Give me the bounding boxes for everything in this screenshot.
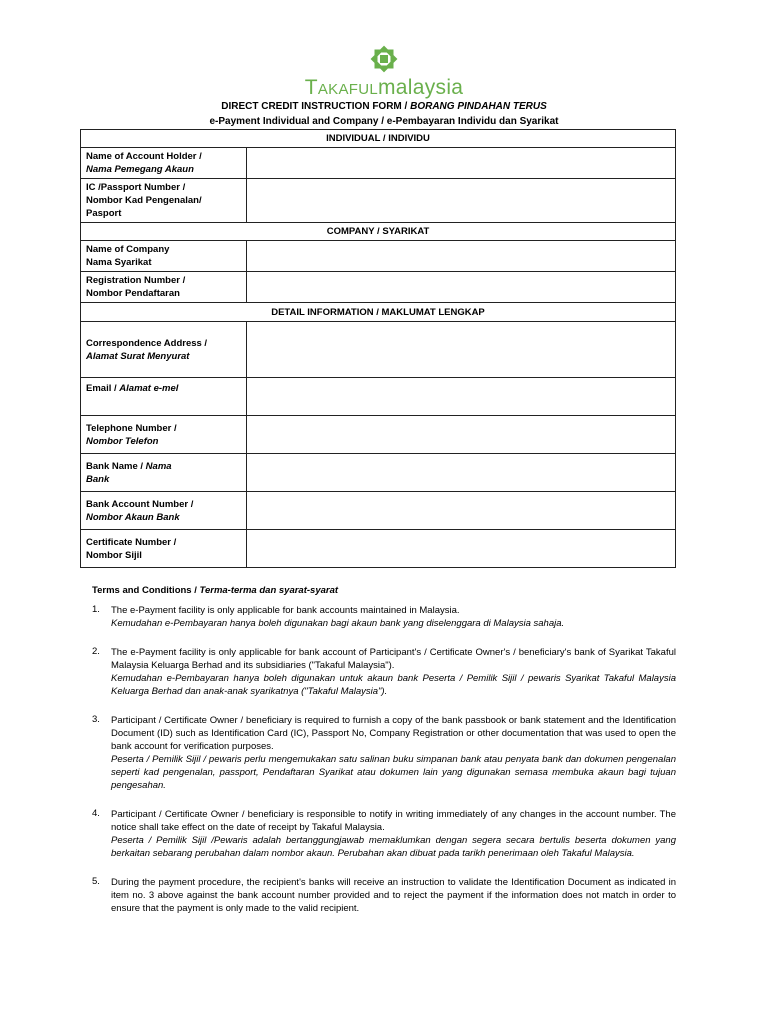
- account-holder-field[interactable]: [247, 148, 676, 179]
- term-item: 1. The e-Payment facility is only applicable for bank accounts maintained in Malaysia. Kemudahan e-Pembayaran hanya boleh digunakan bagi akaun bank yang diselenggara di Malaysia sahaja.: [92, 604, 565, 629]
- terms-and-conditions: [92, 585, 676, 931]
- term-item: 4. Participant / Certificate Owner / beneficiary is responsible to notify in writing immediately of any changes in the account number. The notice shall take effect on the date of receipt by Takaful Malaysia. Peserta / Pemilik Sijil /Pewaris adalah bertanggungjawab memaklumkan dengan segera secara bertulis beserta dokumen yang berkaitan sebarang perubahan dalam nombor akaun. Perubahan akan dibuat pada tarikh penerimaan oleh Takaful Malaysia.: [92, 808, 676, 859]
- label-bank-name: Bank Name / Nama Bank: [81, 454, 247, 492]
- takaful-emblem-icon: [367, 44, 401, 74]
- instruction-form-table: [80, 129, 676, 568]
- certificate-number-field[interactable]: [247, 530, 676, 568]
- label-correspondence-address: Correspondence Address / Alamat Surat Menyurat: [81, 322, 247, 378]
- section-header-detail: DETAIL INFORMATION / MAKLUMAT LENGKAP: [81, 303, 676, 322]
- form-title: DIRECT CREDIT INSTRUCTION FORM / BORANG PINDAHAN TERUS: [221, 101, 547, 112]
- label-email: Email / Alamat e-mel: [81, 378, 247, 416]
- label-certificate-number: Certificate Number / Nombor Sijil: [81, 530, 247, 568]
- correspondence-address-field[interactable]: [247, 322, 676, 378]
- bank-account-field[interactable]: [247, 492, 676, 530]
- term-item: 3. Participant / Certificate Owner / beneficiary is required to furnish a copy of the bank passbook or bank statement and the Identification Document (ID) such as Identification Card (IC), Passport No, Company Registration or other documentation that was used to open the bank account for verification purposes. Peserta / Pemilik Sijil / pewaris perlu mengemukakan satu salinan buku simpanan bank atau penyata bank dan dokumen pengenalan seperti kad pengenalan, passport, Pendaftaran Syarikat atau dokumen lain yang digunakan semasa membuka akaun bagi tujuan pengesahan.: [92, 714, 676, 791]
- terms-title: Terms and Conditions / Terma-terma dan syarat-syarat: [92, 585, 339, 596]
- term-item: 2. The e-Payment facility is only applicable for bank account of Participant's / Certificate Owner's / beneficiary's bank of Syarikat Takaful Malaysia Keluarga Berhad and its subsidiaries ("Takaful Malaysia"). Kemudahan e-Pembayaran hanya boleh digunakan untuk akaun bank Peserta / Pemilik Sijil / pewaris Syarikat Takaful Malaysia Keluarga Berhad dan anak-anak syarikatnya ("Takaful Malaysia").: [92, 646, 676, 697]
- bank-name-field[interactable]: [247, 454, 676, 492]
- label-company-name: Name of Company Nama Syarikat: [81, 241, 247, 272]
- label-ic-passport: IC /Passport Number / Nombor Kad Pengenalan/ Pasport: [81, 179, 247, 223]
- company-name-field[interactable]: [247, 241, 676, 272]
- label-telephone: Telephone Number / Nombor Telefon: [81, 416, 247, 454]
- email-field[interactable]: [247, 378, 676, 416]
- section-header-company: COMPANY / SYARIKAT: [81, 223, 676, 241]
- label-account-holder: Name of Account Holder / Nama Pemegang Akaun: [81, 148, 247, 179]
- company-logo: [0, 44, 768, 100]
- label-bank-account: Bank Account Number / Nombor Akaun Bank: [81, 492, 247, 530]
- label-registration-number: Registration Number / Nombor Pendaftaran: [81, 272, 247, 303]
- form-subtitle: e-Payment Individual and Company / e-Pembayaran Individu dan Syarikat: [209, 116, 559, 127]
- ic-passport-field[interactable]: [247, 179, 676, 223]
- section-header-individual: INDIVIDUAL / INDIVIDU: [81, 130, 676, 148]
- term-item: 5. During the payment procedure, the recipient's banks will receive an instruction to validate the Identification Document as indicated in item no. 3 above against the bank account number provided and to reject the payment if the information does not match in order to ensure that the payment is only made to the valid recipient.: [92, 876, 676, 914]
- registration-number-field[interactable]: [247, 272, 676, 303]
- telephone-field[interactable]: [247, 416, 676, 454]
- brand-name: Takafulmalaysia: [304, 76, 464, 99]
